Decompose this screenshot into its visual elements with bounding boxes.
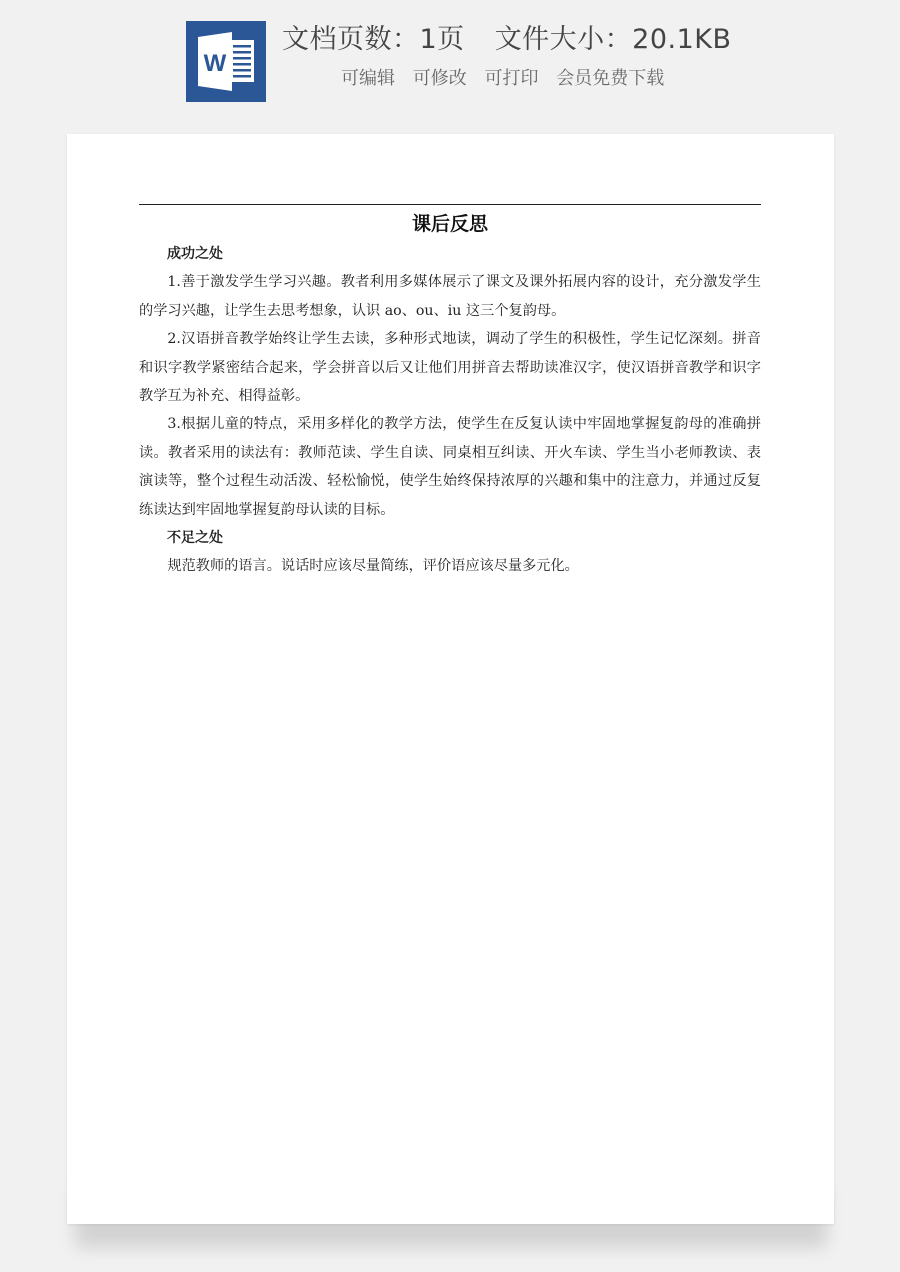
svg-text:W: W bbox=[203, 50, 227, 77]
document-page bbox=[67, 134, 834, 1224]
file-info-header bbox=[0, 0, 900, 120]
feature-member-download: 会员免费下载 bbox=[556, 68, 665, 89]
feature-modifiable: 可修改 bbox=[412, 68, 467, 89]
document-title: 课后反思 bbox=[411, 213, 488, 235]
paragraph-3: 3.根据儿童的特点，采用多样化的教学方法，使学生在反复认读中牢固地掌握复韵母的准确拼读。教者采用的读法有：教师范读、学生自读、同桌相互纠读、开火车读、学生当小老师教读、表演读等，整个过程生动活泼、轻松愉悦，使学生始终保持浓厚的兴趣和集中的注意力，并通过反复练读达到牢固地掌握复韵母认读的目标。 bbox=[139, 416, 761, 518]
page-count-label: 文档页数：1页 bbox=[282, 24, 465, 55]
document-body bbox=[139, 240, 761, 581]
paragraph-1: 1.善于激发学生学习兴趣。教者利用多媒体展示了课文及课外拓展内容的设计，充分激发学生的学习兴趣，让学生去思考想象，认识 ao、ou、iu 这三个复韵母。 bbox=[139, 274, 761, 319]
section-heading-success: 成功之处 bbox=[167, 246, 223, 262]
feature-printable: 可打印 bbox=[484, 68, 539, 89]
paragraph-4: 规范教师的语言。说话时应该尽量简练，评价语应该尽量多元化。 bbox=[167, 558, 579, 575]
header-rule bbox=[139, 204, 761, 205]
feature-editable: 可编辑 bbox=[341, 68, 395, 89]
file-meta-title bbox=[282, 20, 732, 60]
word-document-icon bbox=[186, 21, 266, 102]
paragraph-2: 2.汉语拼音教学始终让学生去读，多种形式地读，调动了学生的积极性，学生记忆深刻。拼音和识字教学紧密结合起来，学会拼音以后又让他们用拼音去帮助读准汉字，使汉语拼音教学和识字教学互为补充、相得益彰。 bbox=[139, 331, 761, 405]
file-size-label: 文件大小：20.1KB bbox=[494, 24, 732, 55]
feature-list bbox=[341, 65, 664, 93]
section-heading-shortcomings: 不足之处 bbox=[167, 530, 223, 547]
